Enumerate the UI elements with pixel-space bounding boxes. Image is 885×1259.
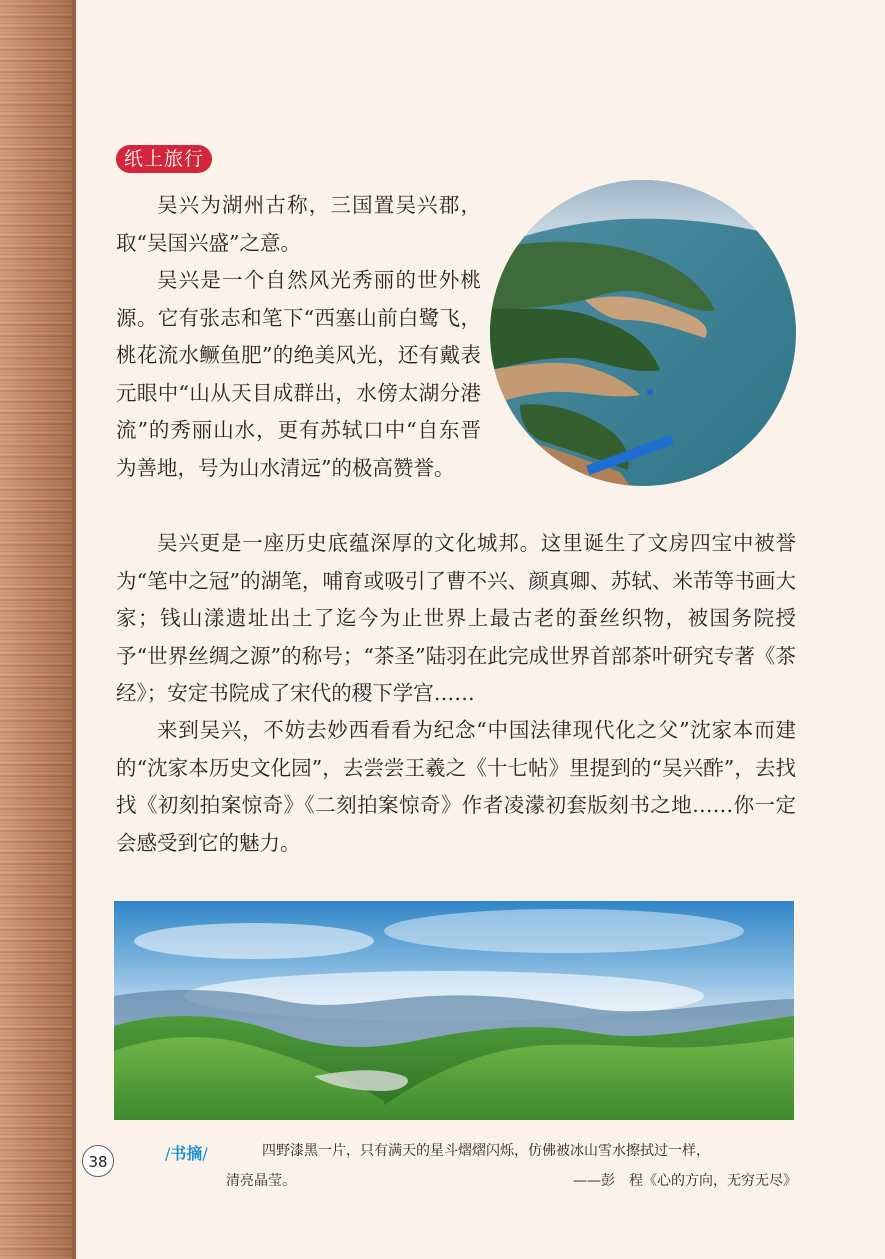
lake-aerial-photo xyxy=(490,180,796,486)
paragraph-3: 吴兴更是一座历史底蕴深厚的文化城邦。这里诞生了文房四宝中被誉为“笔中之冠”的湖笔，哺育或吸引了曹不兴、颜真卿、苏轼、米芾等书画大家；钱山漾遗址出土了迄今为止世界上最古老的蚕丝织物，被国务院授予“世界丝绸之源”的称号；“茶圣”陆羽在此完成世界首部茶叶研究专著《茶经》；安定书院成了宋代的稷下学宫…… xyxy=(116,531,796,705)
page-number: 38 xyxy=(82,1145,114,1177)
bamboo-border xyxy=(0,0,76,1259)
excerpt-label: /书摘/ xyxy=(165,1144,208,1163)
excerpt-source: ——彭 程《心的方向，无穷无尽》 xyxy=(573,1173,797,1189)
paragraph-2: 吴兴是一个自然风光秀丽的世外桃源。它有张志和笔下“西塞山前白鹭飞，桃花流水鳜鱼肥”的绝美风光，还有戴表元眼中“山从天目成群出，水傍太湖分港流”的秀丽山水，更有苏轼口中“自东晋为善地，号为山水清远”的极高赞誉。 xyxy=(116,268,481,480)
mountain-landscape-photo xyxy=(114,901,794,1120)
excerpt-line-1: 四野漆黑一片，只有满天的星斗熠熠闪烁，仿佛被冰山雪水擦拭过一样， xyxy=(262,1143,710,1159)
excerpt-line-2: 清亮晶莹。 xyxy=(226,1173,296,1189)
excerpt-label-text: 书摘 xyxy=(170,1144,203,1163)
paragraph-4: 来到吴兴，不妨去妙西看看为纪念“中国法律现代化之父”沈家本而建的“沈家本历史文化园”，去尝尝王羲之《十七帖》里提到的“吴兴酢”，去找找《初刻拍案惊奇》《二刻拍案惊奇》作者凌濛初套版刻书之地……你一定会感受到它的魅力。 xyxy=(116,718,796,855)
paragraph-1: 吴兴为湖州古称，三国置吴兴郡，取“吴国兴盛”之意。 xyxy=(116,193,481,255)
section-tag: 纸上旅行 xyxy=(116,145,212,173)
